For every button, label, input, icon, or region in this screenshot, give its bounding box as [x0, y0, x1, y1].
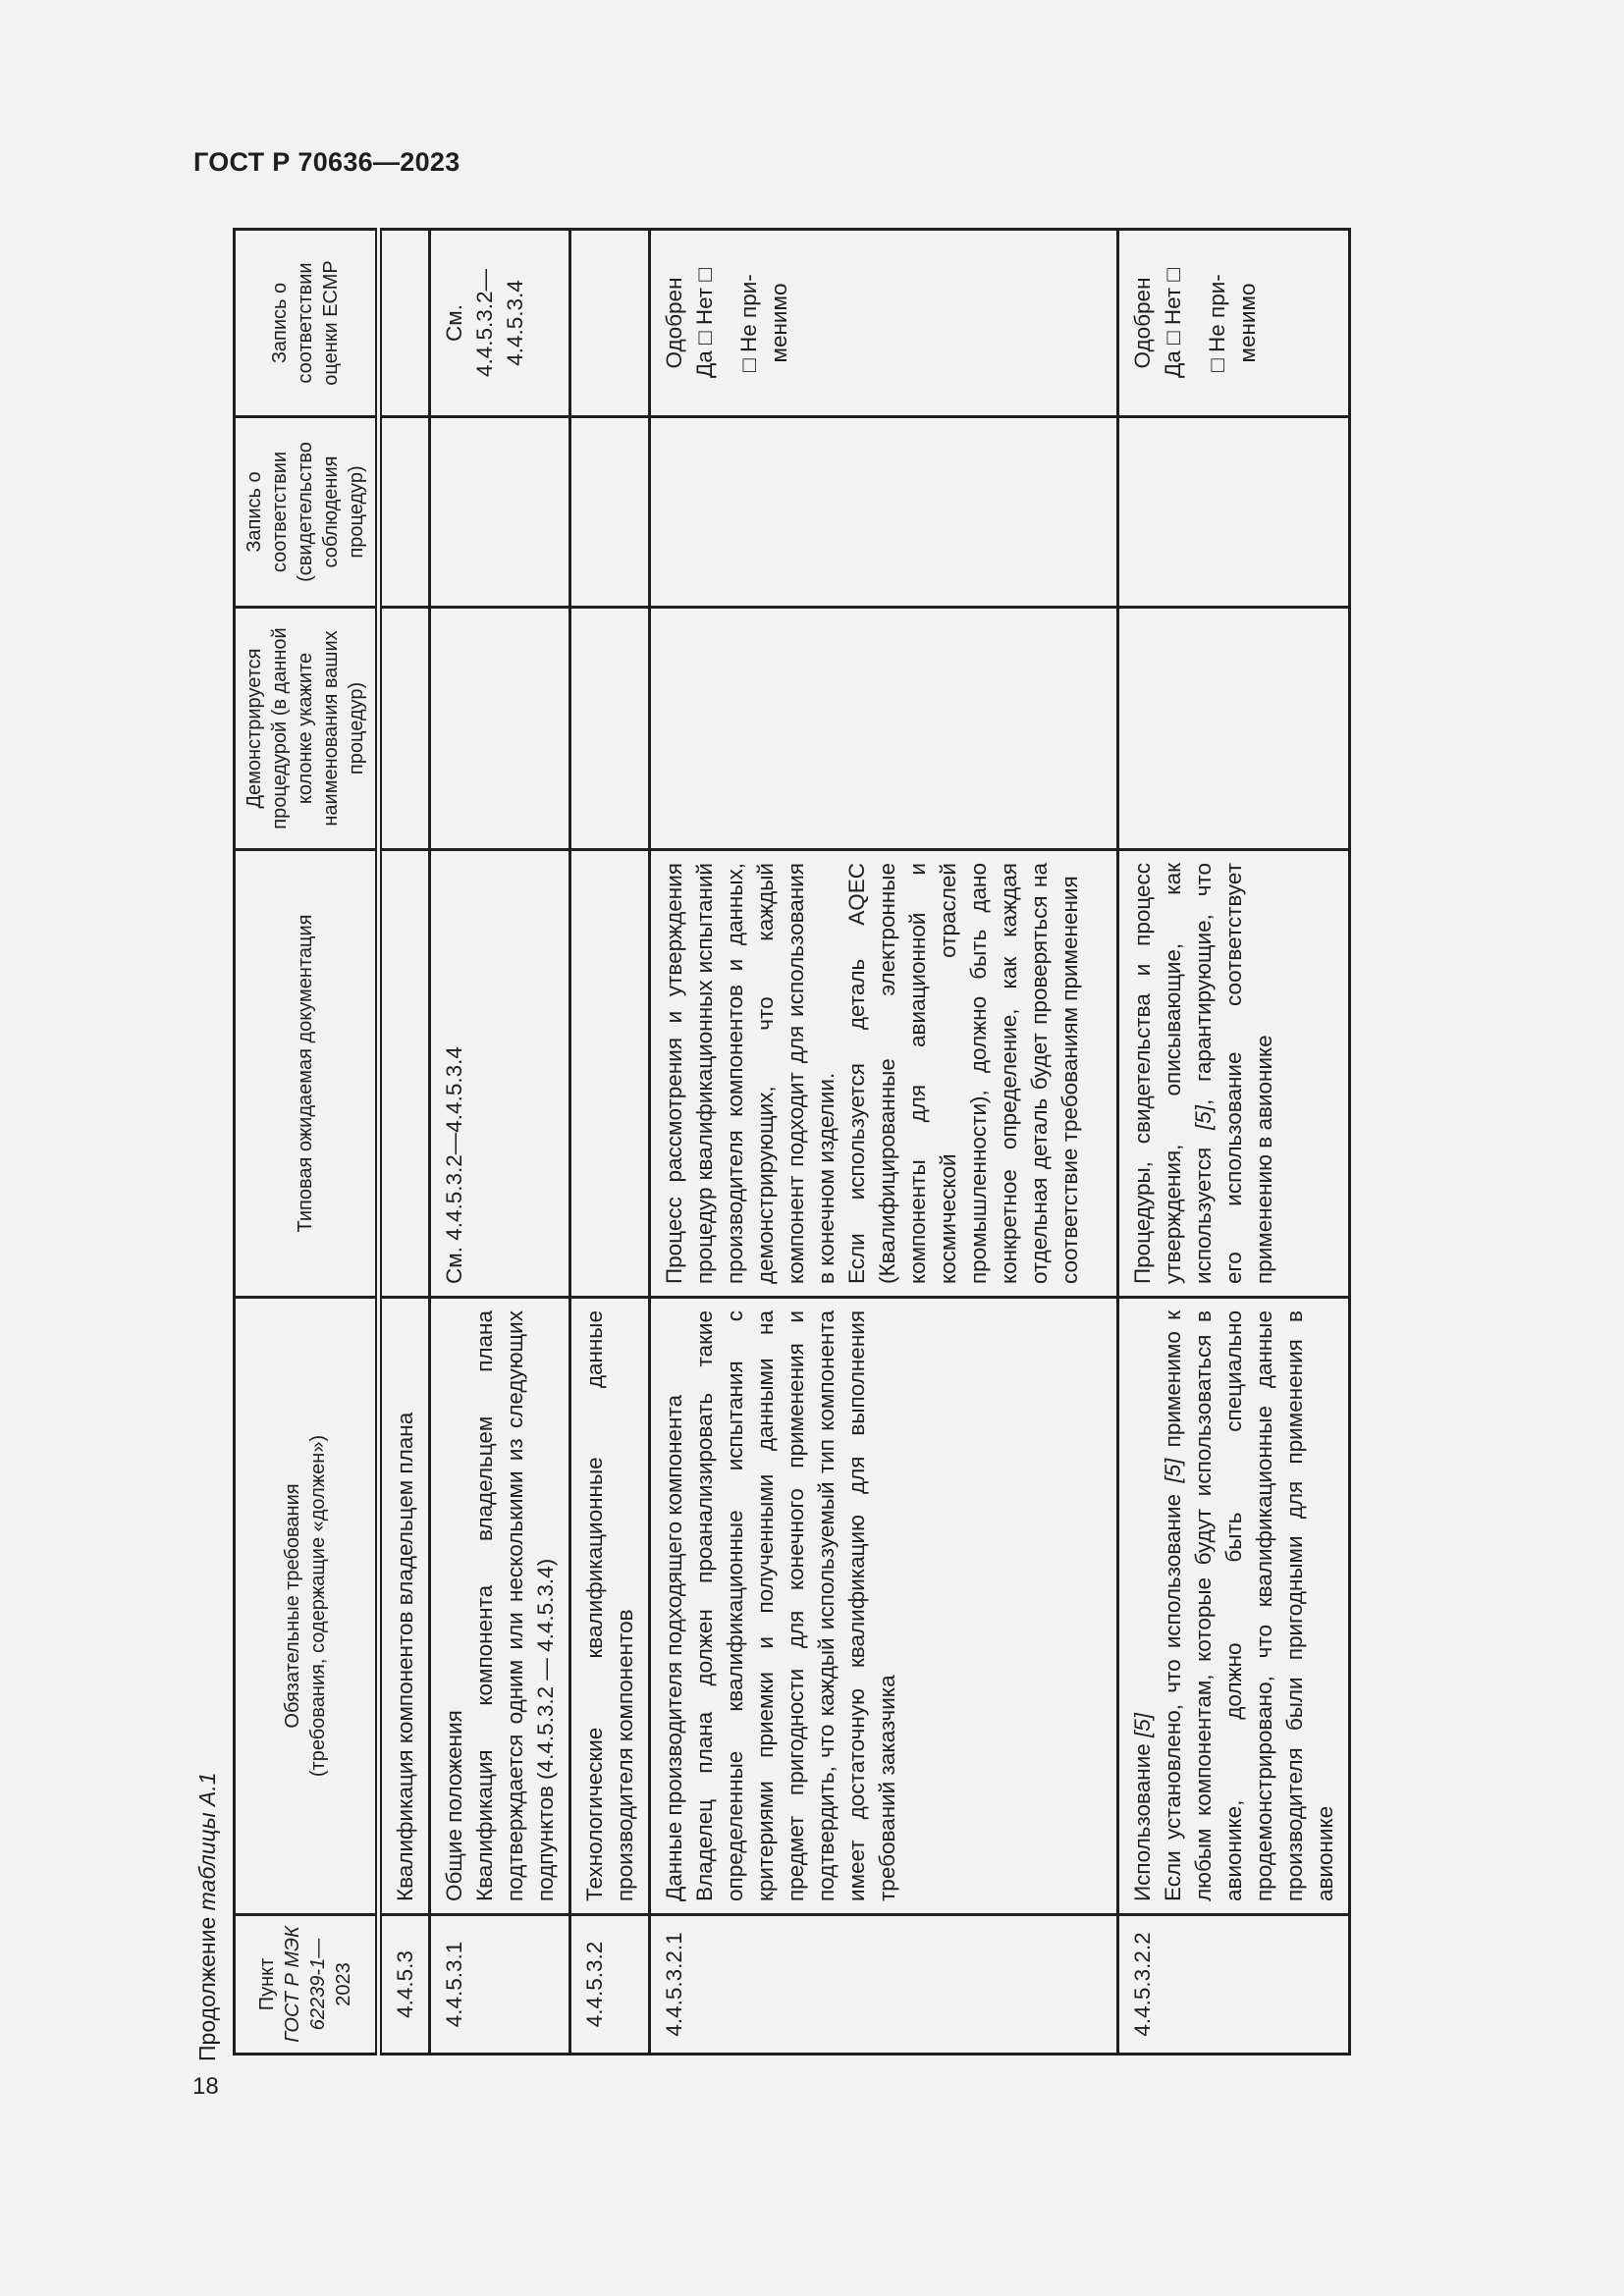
header-line: 2023 — [333, 1962, 354, 2006]
documentation-cell — [1118, 850, 1350, 1298]
procedure-cell — [650, 608, 1118, 850]
requirement-paragraph — [1127, 1310, 1158, 1901]
requirement-cell — [650, 1298, 1118, 1915]
clause-cell — [570, 1915, 650, 2055]
clause-cell — [379, 1915, 430, 2055]
text-segment: Использование — [1130, 1736, 1155, 1901]
table-row — [570, 230, 650, 2055]
header-ecmp-record — [235, 230, 379, 417]
text-segment: применимо к любым компонентам, которые будут использоваться в авионике, должно быть специально продемонстрировано, что квалификационные данные производителя были пригодными для применения в авионике — [1161, 1310, 1337, 1901]
reference-citation: [5] — [1130, 1712, 1155, 1737]
ecmp-line: 4.4.5.3.2— — [472, 268, 497, 378]
header-line: ГОСТ Р МЭК — [282, 1926, 303, 2043]
rotated-table-container — [233, 231, 1337, 2056]
approval-checkboxes[interactable]: Да □ Нет □ — [692, 268, 717, 379]
ecmp-line: 4.4.5.3.4 — [503, 280, 527, 366]
procedure-cell — [430, 608, 570, 850]
table-caption — [192, 1772, 222, 2061]
documentation-cell — [379, 850, 430, 1298]
header-requirements — [235, 1298, 379, 1915]
spacer — [1188, 242, 1202, 403]
caption-prefix: Продолжение — [194, 1916, 220, 2061]
reference-citation: [5] — [1191, 1104, 1216, 1130]
evidence-cell — [1118, 417, 1350, 608]
text-segment: Если установлено, что использование — [1161, 1482, 1185, 1901]
header-procedure — [235, 608, 379, 850]
text-segment: Данные производителя подходящего компонента — [662, 1394, 686, 1901]
clause-number: 4.4.5.3.2.2 — [1130, 1932, 1155, 2037]
ecmp-cell — [650, 230, 1118, 417]
header-evidence — [235, 417, 379, 608]
table-row — [1118, 230, 1350, 2055]
requirement-paragraph — [390, 1310, 420, 1901]
text-segment: Общие положения — [442, 1710, 466, 1901]
documentation-paragraph — [659, 863, 841, 1284]
table-header-row — [235, 230, 379, 2055]
ecmp-cell — [430, 230, 570, 417]
evidence-cell — [430, 417, 570, 608]
header-line: 62239-1— — [307, 1938, 329, 2031]
requirement-paragraph — [439, 1310, 469, 1901]
spacer — [720, 242, 733, 403]
caption-table-ref: таблицы А.1 — [194, 1772, 220, 1911]
evidence-cell — [570, 417, 650, 608]
documentation-cell — [570, 850, 650, 1298]
text-segment: Если используется деталь AQEC (Квалифицированные электронные компоненты для авиационной и космической отраслей промышленности), должно быть дано конкретное определение, как каждая отдельная деталь будет проверяться на соответствие требованиям применения — [844, 863, 1082, 1284]
table-row — [379, 230, 430, 2055]
requirement-paragraph — [689, 1310, 902, 1901]
clause-cell — [430, 1915, 570, 2055]
text-segment: , гарантирующие, что его использование соответствует применению в авионике — [1191, 862, 1276, 1284]
header-line: соответствии — [295, 262, 316, 384]
ecmp-line: См. — [442, 304, 466, 342]
clause-cell — [650, 1915, 1118, 2055]
requirement-cell — [1118, 1298, 1350, 1915]
ecmp-line: Одобрен — [1130, 277, 1155, 369]
header-line: Пункт — [256, 1957, 278, 2011]
approval-checkboxes[interactable]: □ Не при-менимо — [1205, 274, 1260, 372]
clause-number: 4.4.5.3.2 — [582, 1941, 607, 2028]
header-line: оценки ЕСМР — [320, 260, 342, 386]
documentation-paragraph — [1127, 863, 1279, 1284]
text-segment: Владелец плана должен проанализировать такие определенные квалификационные испытания с критериями приемки и полученными данными на предмет пригодности для конечного применения и подтвердить, что каждый используемый тип компонента имеет достаточную квалификацию для выполнения требований заказчика — [692, 1310, 899, 1901]
reference-citation: [5] — [1161, 1458, 1185, 1483]
requirement-paragraph — [1158, 1310, 1340, 1901]
requirement-paragraph — [469, 1310, 561, 1901]
header-line: Обязательные требования — [282, 1483, 303, 1729]
approval-checkboxes[interactable]: Да □ Нет □ — [1161, 268, 1185, 379]
header-line: (требования, содержащие «должен») — [307, 1434, 329, 1778]
header-clause — [235, 1915, 379, 2055]
ecmp-line: Одобрен — [662, 277, 686, 369]
text-segment: Квалификация компонента владельцем плана подтверждается одним или несколькими из следующих подпунктов (4.4.5.3.2 — 4.4.5.3.4) — [472, 1310, 558, 1901]
documentation-cell — [430, 850, 570, 1298]
clause-cell — [1118, 1915, 1350, 2055]
procedure-cell — [1118, 608, 1350, 850]
ecmp-cell — [379, 230, 430, 417]
documentation-cell — [650, 850, 1118, 1298]
text-segment: Процедуры, свидетельства и процесс утверждения, описывающие, как используется — [1130, 863, 1216, 1284]
text-segment: Процесс рассмотрения и утверждения процедур квалификационных испытаний производителя компонентов и данных, демонстрирующих, что каждый компонент подходит для использования в конечном изделии. — [662, 863, 839, 1284]
requirement-cell — [430, 1298, 570, 1915]
requirement-cell — [379, 1298, 430, 1915]
requirement-paragraph — [659, 1310, 689, 1901]
clause-number: 4.4.5.3 — [393, 1950, 417, 2018]
header-line: Запись о соответствии (свидетельство соблюдения процедур) — [244, 442, 367, 582]
ecmp-cell — [1118, 230, 1350, 417]
requirement-paragraph — [579, 1310, 640, 1901]
requirement-cell — [570, 1298, 650, 1915]
procedure-cell — [379, 608, 430, 850]
clause-number: 4.4.5.3.1 — [442, 1941, 466, 2028]
table-row — [430, 230, 570, 2055]
text-segment: Квалификация компонентов владельцем плана — [393, 1412, 417, 1901]
document-title: ГОСТ Р 70636—2023 — [193, 147, 460, 177]
ecmp-cell — [570, 230, 650, 417]
header-line: Демонстрируется процедурой (в данной колонке укажите наименования ваших процедур) — [244, 627, 367, 829]
header-line: Типовая ожидаемая документация — [295, 914, 316, 1233]
header-documentation — [235, 850, 379, 1298]
requirements-table — [233, 228, 1351, 2056]
procedure-cell — [570, 608, 650, 850]
text-segment: См. 4.4.5.3.2—4.4.5.3.4 — [442, 1046, 466, 1284]
evidence-cell — [379, 417, 430, 608]
table-row — [650, 230, 1118, 2055]
header-line: Запись о — [269, 282, 291, 364]
documentation-paragraph — [439, 863, 469, 1284]
clause-number: 4.4.5.3.2.1 — [662, 1932, 686, 2037]
page-number: 18 — [192, 2073, 219, 2100]
evidence-cell — [650, 417, 1118, 608]
documentation-paragraph — [841, 863, 1085, 1284]
text-segment: Технологические квалификационные данные производителя компонентов — [582, 1310, 637, 1901]
approval-checkboxes[interactable]: □ Не при-менимо — [736, 274, 791, 372]
